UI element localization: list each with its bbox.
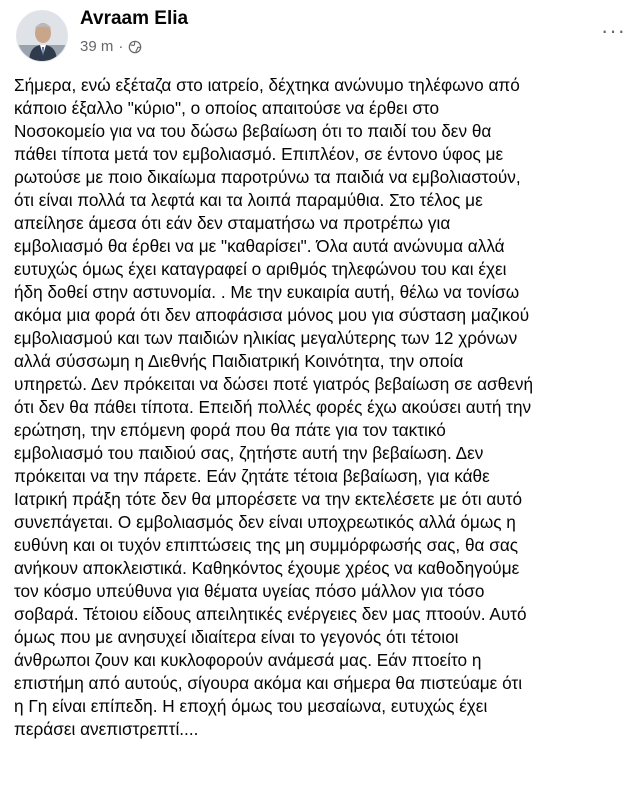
post-header <box>14 6 630 64</box>
post-text-line: επιστήμη από αυτούς, σίγουρα ακόμα και σήμερα θα πιστεύαμε ότι <box>14 673 523 693</box>
post-text-line: ευθύνη και οι τυχόν επιπτώσεις της μη συμμόρφωσής σας, θα σας <box>14 535 519 555</box>
more-options-icon[interactable]: ··· <box>601 18 626 43</box>
post-text-line: κάποιο έξαλλο "κύριο", ο οποίος απαιτούσε να έρθει στο <box>14 98 440 118</box>
post-text-line: Σήμερα, ενώ εξέταζα στο ιατρείο, δέχτηκα ανώνυμο τηλέφωνο από <box>14 75 520 95</box>
post-text-line: ρωτούσε με ποιο δικαίωμα παροτρύνω τα παιδιά να εμβολιαστούν, <box>14 167 521 187</box>
post-text-line: η Γη είναι επίπεδη. Η εποχή όμως του μεσαίωνα, ευτυχώς έχει <box>14 696 488 716</box>
post-text-line: αλλά σύσσωμη η Διεθνής Παιδιατρική Κοινότητα, την οποία <box>14 351 464 371</box>
profile-photo-icon <box>17 11 68 62</box>
post-text-line: εμβολιασμό θα έρθει να με "καθαρίσει". Όλα αυτά ανώνυμα αλλά <box>14 236 505 256</box>
post-text-line: Ιατρική πράξη τότε δεν θα μπορέσετε να την εκτελέσετε με ότι αυτό <box>14 489 523 509</box>
post-text-line: όμως που με ανησυχεί ιδιαίτερα είναι το γεγονός ότι τέτοιοι <box>14 627 459 647</box>
post-text-line: πρόκειται να την πάρετε. Εάν ζητάτε τέτοια βεβαίωση, για κάθε <box>14 466 490 486</box>
post-text-line: εμβολιασμού και των παιδιών ηλικίας μεγαλύτερης των 12 χρόνων <box>14 328 518 348</box>
post-body <box>14 74 634 741</box>
post-text-line: εμβολιασμό του παιδιού σας, ζητήστε αυτή την βεβαίωση. Δεν <box>14 443 484 463</box>
post-text-line: πάθει τίποτα μετά τον εμβολιασμό. Επιπλέον, σε έντονο ύφος με <box>14 144 504 164</box>
post-text-line: τον κόσμο υπεύθυνα για θέματα υγείας πόσο μάλλον για τόσο <box>14 581 485 601</box>
post-text-line: απείλησε άμεσα ότι εάν δεν σταματήσω να προτρέπω για <box>14 213 451 233</box>
post-text-line: ευτυχώς όμως έχει καταγραφεί ο αριθμός τηλεφώνου του και έχει <box>14 259 507 279</box>
post-text-line: ήδη δοθεί στην αστυνομία. . Με την ευκαιρία αυτή, θέλω να τονίσω <box>14 282 520 302</box>
meta-separator: · <box>118 38 124 55</box>
post-meta <box>80 38 142 55</box>
post-timestamp[interactable]: 39 m <box>80 38 114 55</box>
post-text-line: ακόμα μια φορά ότι δεν αποφάσισα μόνος μου για σύσταση μαζικού <box>14 305 530 325</box>
author-name[interactable]: Avraam Elia <box>80 8 189 29</box>
post-text-line: Νοσοκομείο για να του δώσω βεβαίωση ότι το παιδί του δεν θα <box>14 121 492 141</box>
post-text-line: άνθρωποι ζουν και κυκλοφορούν ανάμεσά μας. Εάν πτοείτο η <box>14 650 482 670</box>
post-text-line: ερώτηση, την επόμενη φορά που θα πάτε για τον τακτικό <box>14 420 446 440</box>
avatar[interactable] <box>16 10 68 62</box>
post-text-line: περάσει ανεπιστρεπτί.... <box>14 719 199 739</box>
post-text-line: ότι δεν θα πάθει τίποτα. Επειδή πολλές φορές έχω ακούσει αυτή την <box>14 397 532 417</box>
post-text-line: σοβαρά. Τέτοιου είδους απειλητικές ενέργειες δεν μας πτοούν. Αυτό <box>14 604 527 624</box>
post-text-line: υπηρετώ. Δεν πρόκειται να δώσει ποτέ γιατρός βεβαίωση σε ασθενή <box>14 374 534 394</box>
globe-icon[interactable] <box>128 40 142 54</box>
post-text-line: ότι είναι πολλά τα λεφτά και τα λοιπά παραμύθια. Στο τέλος με <box>14 190 483 210</box>
post-text-line: συνεπάγεται. Ο εμβολιασμός δεν είναι υποχρεωτικός αλλά όμως η <box>14 512 516 532</box>
post-text-line: ανήκουν αποκλειστικά. Καθηκόντος έχουμε χρέος να καθοδηγούμε <box>14 558 520 578</box>
